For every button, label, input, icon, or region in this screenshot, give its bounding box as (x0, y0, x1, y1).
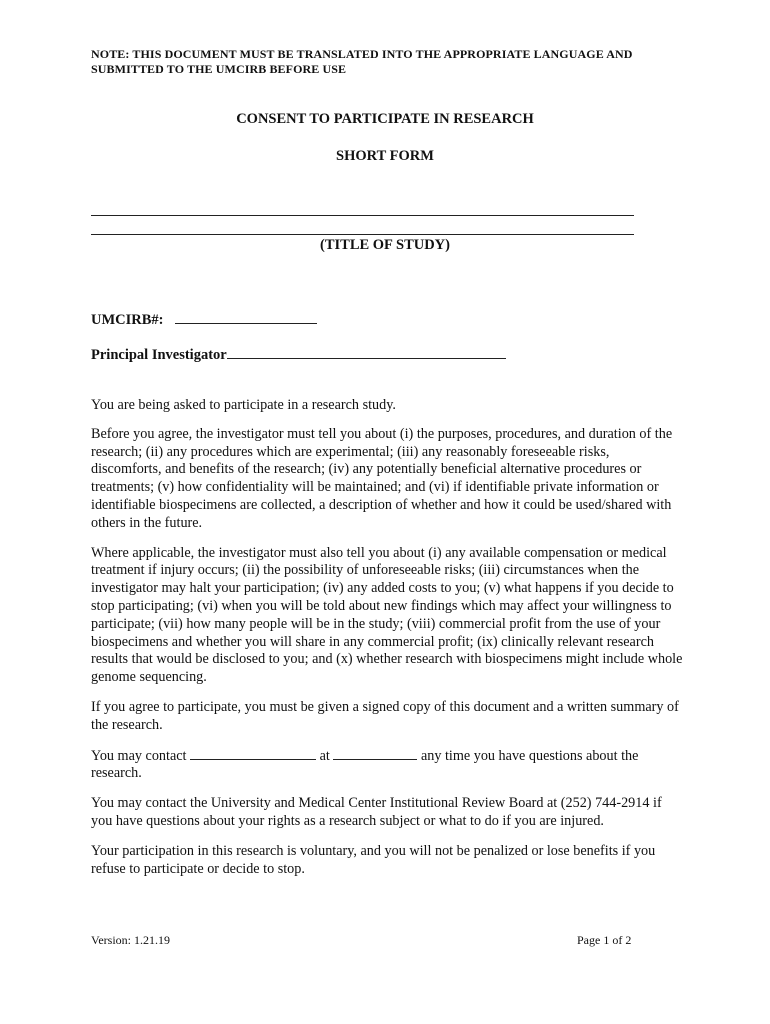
version-label: Version: 1.21.19 (91, 933, 170, 947)
paragraph-additional-disclosures: Where applicable, the investigator must also tell you about (i) any available compensation or medical treatment if injury occurs; (ii) the possibility of unforeseeable risks; (iii) circumstances when the investigator may halt your participation; (iv) any added costs to you; (v) what happens if you decide to stop participating; (vi) when you will be told about new findings which may affect your willingness to participate; (vii) how many people will be in the study; (viii) commercial profit from the use of your biospecimens and whether you will share in any commercial profit; (ix) clinically relevant research results that would be disclosed to you; and (x) whether research with biospecimens might include whole genome sequencing. (91, 544, 683, 686)
contact-text-3: any time you have questions about the research. (91, 747, 639, 782)
document-subtitle: SHORT FORM (336, 148, 434, 164)
pi-label: Principal Investigator (91, 347, 227, 363)
contact-text-2: at (319, 747, 330, 764)
pi-blank[interactable] (227, 344, 506, 359)
document-title: CONSENT TO PARTICIPATE IN RESEARCH (236, 111, 534, 127)
paragraph-disclosures: Before you agree, the investigator must tell you about (i) the purposes, procedures, and duration of the research; (ii) any procedures which are experimental; (iii) any reasonably foreseeable risks, discomforts, and benefits of the research; (iv) any potentially beneficial alternative procedures or treatments; (v) how confidentiality will be maintained; and (vi) if identifiable private information or identifiable biospecimens are collected, a description of whether and how it could be used/shared with others in the future. (91, 425, 673, 531)
contact-name-blank[interactable] (190, 747, 316, 760)
paragraph-voluntary: Your participation in this research is voluntary, and you will not be penalized or lose benefits if you refuse to participate or decide to stop. (91, 842, 656, 877)
umcirb-blank[interactable] (175, 309, 317, 324)
study-title-line-1[interactable] (91, 215, 634, 216)
principal-investigator-field (91, 344, 506, 364)
paragraph-intro: You are being asked to participate in a research study. (91, 397, 396, 413)
study-title-line-2[interactable] (91, 234, 634, 235)
paragraph-irb-contact: You may contact the University and Medical Center Institutional Review Board at (252) 744-2914 if you have questions about your rights as a research subject or what to do if you are injured. (91, 795, 662, 829)
umcirb-field (91, 309, 317, 329)
contact-phone-blank[interactable] (333, 747, 417, 760)
page-number: Page 1 of 2 (577, 933, 632, 947)
paragraph-signed-copy: If you agree to participate, you must be given a signed copy of this document and a written summary of the research. (91, 698, 679, 733)
paragraph-contact-investigator (91, 747, 683, 784)
study-title-caption: (TITLE OF STUDY) (320, 237, 450, 253)
translation-note: NOTE: THIS DOCUMENT MUST BE TRANSLATED INTO THE APPROPRIATE LANGUAGE AND SUBMITTED TO THE UMCIRB BEFORE USE (91, 47, 633, 76)
contact-text-1: You may contact (91, 747, 187, 764)
consent-body (91, 397, 683, 890)
umcirb-label: UMCIRB#: (91, 312, 164, 328)
